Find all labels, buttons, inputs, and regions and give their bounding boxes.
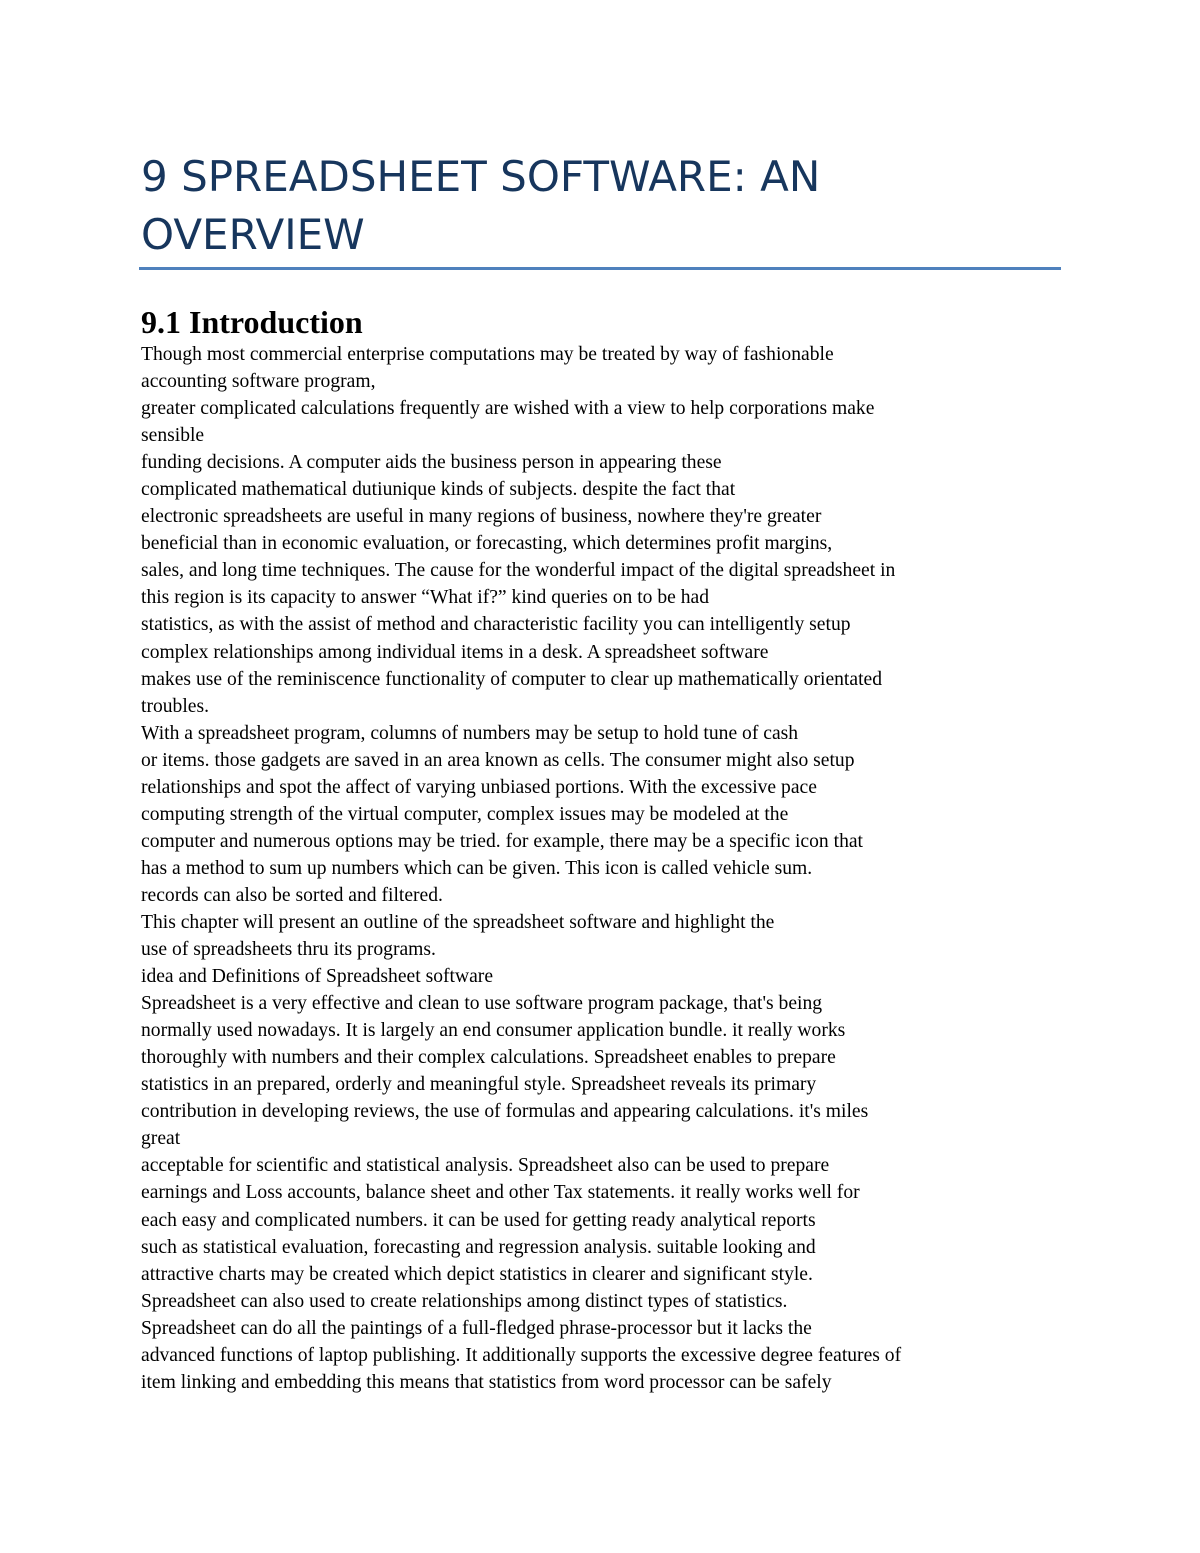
chapter-title bbox=[141, 148, 1071, 264]
chapter-title-line: 9 SPREADSHEET SOFTWARE: AN bbox=[141, 152, 821, 201]
body-line: or items. those gadgets are saved in an area known as cells. The consumer might also setup bbox=[141, 749, 855, 771]
body-line: statistics in an prepared, orderly and meaningful style. Spreadsheet reveals its primary bbox=[141, 1074, 817, 1096]
body-line: advanced functions of laptop publishing. It additionally supports the excessive degree features of bbox=[141, 1344, 902, 1366]
body-line: troubles. bbox=[141, 695, 210, 717]
body-line: Spreadsheet can also used to create relationships among distinct types of statistics. bbox=[141, 1290, 788, 1312]
body-line: idea and Definitions of Spreadsheet software bbox=[141, 966, 494, 988]
body-line: use of spreadsheets thru its programs. bbox=[141, 939, 436, 961]
body-line: beneficial than in economic evaluation, or forecasting, which determines profit margins, bbox=[141, 533, 833, 555]
body-line: complicated mathematical dutiunique kinds of subjects. despite the fact that bbox=[141, 479, 736, 501]
body-line: computer and numerous options may be tried. for example, there may be a specific icon that bbox=[141, 830, 864, 852]
body-line: attractive charts may be created which depict statistics in clearer and significant style. bbox=[141, 1263, 813, 1285]
body-line: Though most commercial enterprise computations may be treated by way of fashionable bbox=[141, 344, 834, 365]
body-line: Spreadsheet can do all the paintings of a full-fledged phrase-processor but it lacks the bbox=[141, 1317, 812, 1339]
body-line: has a method to sum up numbers which can be given. This icon is called vehicle sum. bbox=[141, 857, 813, 879]
body-line: acceptable for scientific and statistical analysis. Spreadsheet also can be used to prepare bbox=[141, 1155, 830, 1177]
body-line: accounting software program, bbox=[141, 371, 376, 393]
body-line: such as statistical evaluation, forecasting and regression analysis. suitable looking and bbox=[141, 1236, 816, 1258]
body-line: computing strength of the virtual computer, complex issues may be modeled at the bbox=[141, 803, 789, 825]
body-line: great bbox=[141, 1128, 181, 1150]
body-text bbox=[141, 341, 1071, 1396]
body-line: item linking and embedding this means that statistics from word processor can be safely bbox=[141, 1371, 832, 1393]
body-line: greater complicated calculations frequently are wished with a view to help corporations make bbox=[141, 398, 875, 420]
body-line: earnings and Loss accounts, balance sheet and other Tax statements. it really works well for bbox=[141, 1182, 860, 1204]
body-line: funding decisions. A computer aids the business person in appearing these bbox=[141, 452, 722, 474]
body-line: This chapter will present an outline of the spreadsheet software and highlight the bbox=[141, 911, 775, 933]
body-line: Spreadsheet is a very effective and clean to use software program package, that's being bbox=[141, 993, 823, 1015]
body-line: complex relationships among individual items in a desk. A spreadsheet software bbox=[141, 641, 769, 663]
body-line: sensible bbox=[141, 425, 205, 447]
body-line: With a spreadsheet program, columns of numbers may be setup to hold tune of cash bbox=[141, 722, 799, 744]
body-line: normally used nowadays. It is largely an end consumer application bundle. it really works bbox=[141, 1020, 846, 1042]
body-line: electronic spreadsheets are useful in many regions of business, nowhere they're greater bbox=[141, 506, 822, 528]
body-line: sales, and long time techniques. The cause for the wonderful impact of the digital spreadsheet in bbox=[141, 560, 896, 582]
body-line: contribution in developing reviews, the use of formulas and appearing calculations. it's miles bbox=[141, 1101, 869, 1123]
body-line: statistics, as with the assist of method and characteristic facility you can intelligently setup bbox=[141, 614, 851, 636]
chapter-title-line: OVERVIEW bbox=[141, 210, 365, 259]
body-line: this region is its capacity to answer “What if?” kind queries on to be had bbox=[141, 587, 710, 609]
title-underline bbox=[139, 267, 1061, 270]
body-line: relationships and spot the affect of varying unbiased portions. With the excessive pace bbox=[141, 776, 817, 798]
body-line: records can also be sorted and filtered. bbox=[141, 884, 443, 906]
body-line: thoroughly with numbers and their complex calculations. Spreadsheet enables to prepare bbox=[141, 1047, 836, 1069]
body-line: each easy and complicated numbers. it can be used for getting ready analytical reports bbox=[141, 1209, 816, 1231]
body-line: makes use of the reminiscence functionality of computer to clear up mathematically orientated bbox=[141, 668, 883, 690]
section-heading: 9.1 Introduction bbox=[141, 304, 363, 340]
